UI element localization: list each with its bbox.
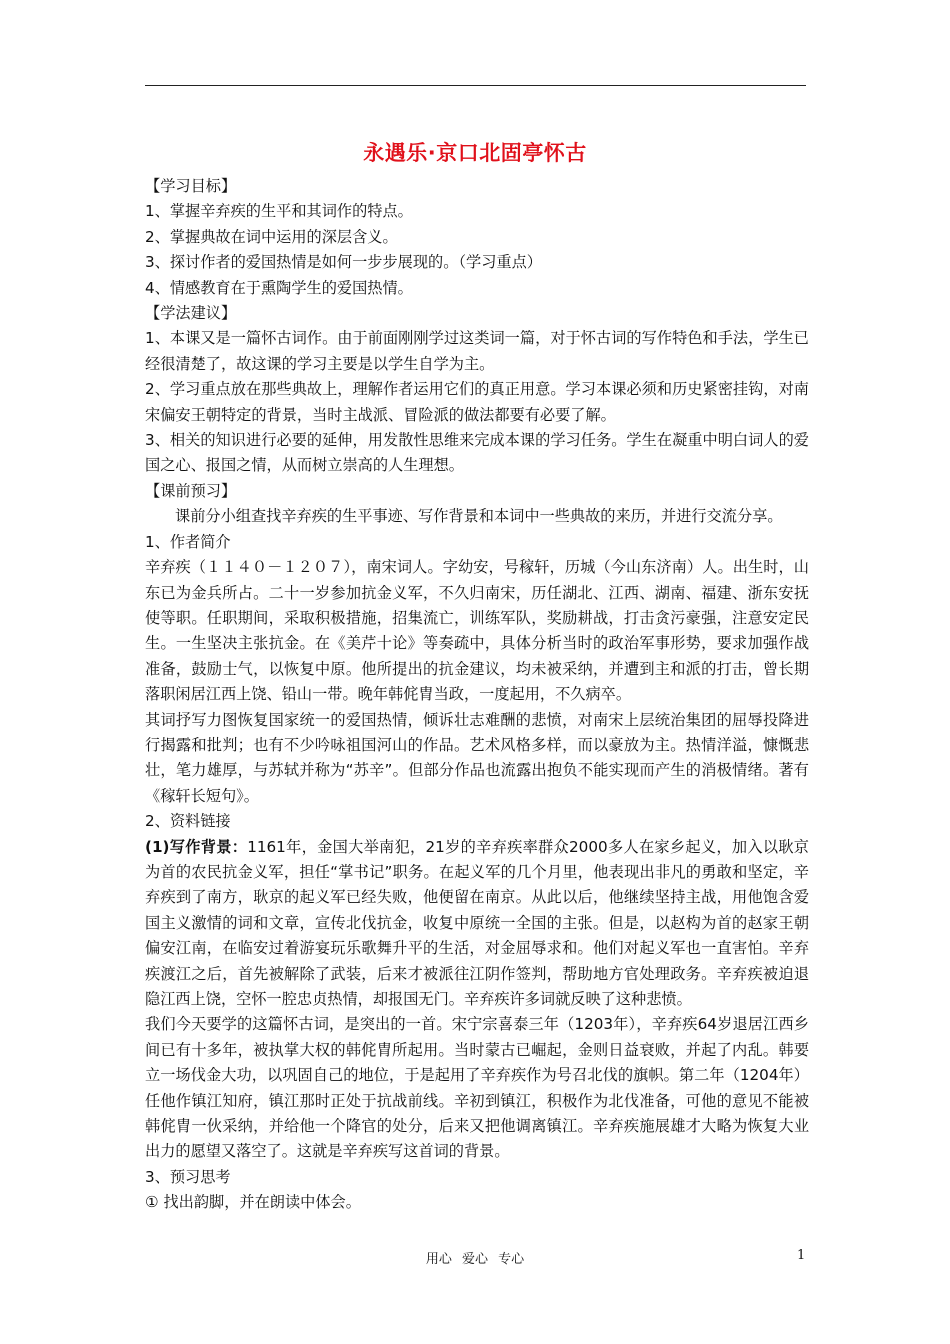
subheading-questions: 3、预习思考 bbox=[145, 1167, 231, 1186]
method-item-2: 2、学习重点放在那些典故上，理解作者运用它们的真正用意。学习本课必须和历史紧密挂钩，对南宋偏安王朝特定的背景，当时主战派、冒险派的做法都要有必要了解。 bbox=[145, 380, 809, 424]
poem-background: 我们今天要学的这篇怀古词，是突出的一首。宋宁宗喜泰三年（1203年），辛弃疾64岁退居江西乡间已有十多年，被执掌大权的韩侂胄所起用。当时蒙古已崛起，金则日益衰败，并起了内乱。韩要立一场伐金大功，以巩固自己的地位，于是起用了辛弃疾作为号召北伐的旗帜。第二年（1204年）任他作镇江知府，镇江那时正处于抗战前线。辛初到镇江，积极作为北伐准备，可他的意见不能被韩侂胄一伙采纳，并给他一个降官的处分，后来又把他调离镇江。辛弃疾施展雄才大略为恢复大业出力的愿望又落空了。这就是辛弃疾写这首词的背景。 bbox=[145, 1015, 809, 1161]
method-item-3: 3、相关的知识进行必要的延伸，用发散性思维来完成本课的学习任务。学生在凝重中明白词人的爱国之心、报国之情，从而树立崇高的人生理想。 bbox=[145, 431, 809, 475]
question-item-1: ① 找出韵脚，并在朗读中体会。 bbox=[145, 1193, 361, 1212]
goal-item-4: 4、情感教育在于熏陶学生的爱国热情。 bbox=[145, 278, 413, 297]
subheading-author: 1、作者简介 bbox=[145, 532, 231, 551]
header-rule bbox=[145, 85, 806, 86]
page-number: 1 bbox=[797, 1248, 806, 1263]
goal-item-1: 1、掌握辛弃疾的生平和其词作的特点。 bbox=[145, 202, 413, 221]
section-heading-method: 【学法建议】 bbox=[145, 304, 237, 323]
author-bio: 辛弃疾（１１４０－１２０７），南宋词人。字幼安，号稼轩，历城（今山东济南）人。出生时，山东已为金兵所占。二十一岁参加抗金义军，不久归南宋，历任湖北、江西、湖南、福建、浙东安抚使等职。任职期间，采取积极措施，招集流亡，训练军队，奖励耕战，打击贪污豪强，注意安定民生。一生坚决主张抗金。在《美芹十论》等奏疏中，具体分析当时的政治军事形势，要求加强作战准备，鼓励士气，以恢复中原。他所提出的抗金建议，均未被采纳，并遭到主和派的打击，曾长期落职闲居江西上饶、铅山一带。晚年韩侂胄当政，一度起用，不久病卒。 bbox=[145, 558, 809, 704]
background-text: 1161年，金国大举南犯，21岁的辛弃疾率群众2000多人在家乡起义，加入以耿京为首的农民抗金义军，担任“掌书记”职务。在起义军的几个月里，他表现出非凡的勇敢和坚定，辛弃疾到了南方，耿京的起义军已经失败，他便留在南京。从此以后，他继续坚持主战，用他饱含爱国主义激情的词和文章，宣传北伐抗金，收复中原统一全国的主张。但是，以赵构为首的赵家王朝偏安江南，在临安过着游宴玩乐歌舞升平的生活，对金屈辱求和。他们对起义军也一直害怕。辛弃疾渡江之后，首先被解除了武装，后来才被派往江阴作签判，帮助地方官处理政务。辛弃疾被迫退隐江西上饶，空怀一腔忠贞热情，却报国无门。辛弃疾许多词就反映了这种悲愤。 bbox=[145, 837, 809, 1008]
document-body bbox=[145, 174, 809, 1216]
section-heading-preview: 【课前预习】 bbox=[145, 481, 237, 500]
page-title: 永遇乐·京口北固亭怀古 bbox=[363, 141, 587, 165]
background-label: (1)写作背景： bbox=[145, 837, 248, 856]
author-style: 其词抒写力图恢复国家统一的爱国热情，倾诉壮志难酬的悲愤，对南宋上层统治集团的屈辱投降进行揭露和批判；也有不少吟咏祖国河山的作品。艺术风格多样，而以豪放为主。热情洋溢，慷慨悲壮，笔力雄厚，与苏轼并称为“苏辛”。但部分作品也流露出抱负不能实现而产生的消极情绪。著有《稼轩长短句》。 bbox=[145, 710, 809, 805]
background-paragraph bbox=[145, 835, 809, 1013]
goal-item-2: 2、掌握典故在词中运用的深层含义。 bbox=[145, 227, 398, 246]
goal-item-3: 3、探讨作者的爱国热情是如何一步步展现的。（学习重点） bbox=[145, 253, 542, 272]
method-item-1: 1、本课又是一篇怀古词作。由于前面刚刚学过这类词一篇，对于怀古词的写作特色和手法，学生已经很清楚了，故这课的学习主要是以学生自学为主。 bbox=[145, 329, 809, 373]
footer-motto: 用心 爱心 专心 bbox=[425, 1252, 525, 1267]
subheading-materials: 2、资料链接 bbox=[145, 812, 231, 831]
preview-intro: 课前分小组查找辛弃疾的生平事迹、写作背景和本词中一些典故的来历，并进行交流分享。 bbox=[175, 507, 783, 526]
section-heading-goals: 【学习目标】 bbox=[145, 177, 237, 195]
